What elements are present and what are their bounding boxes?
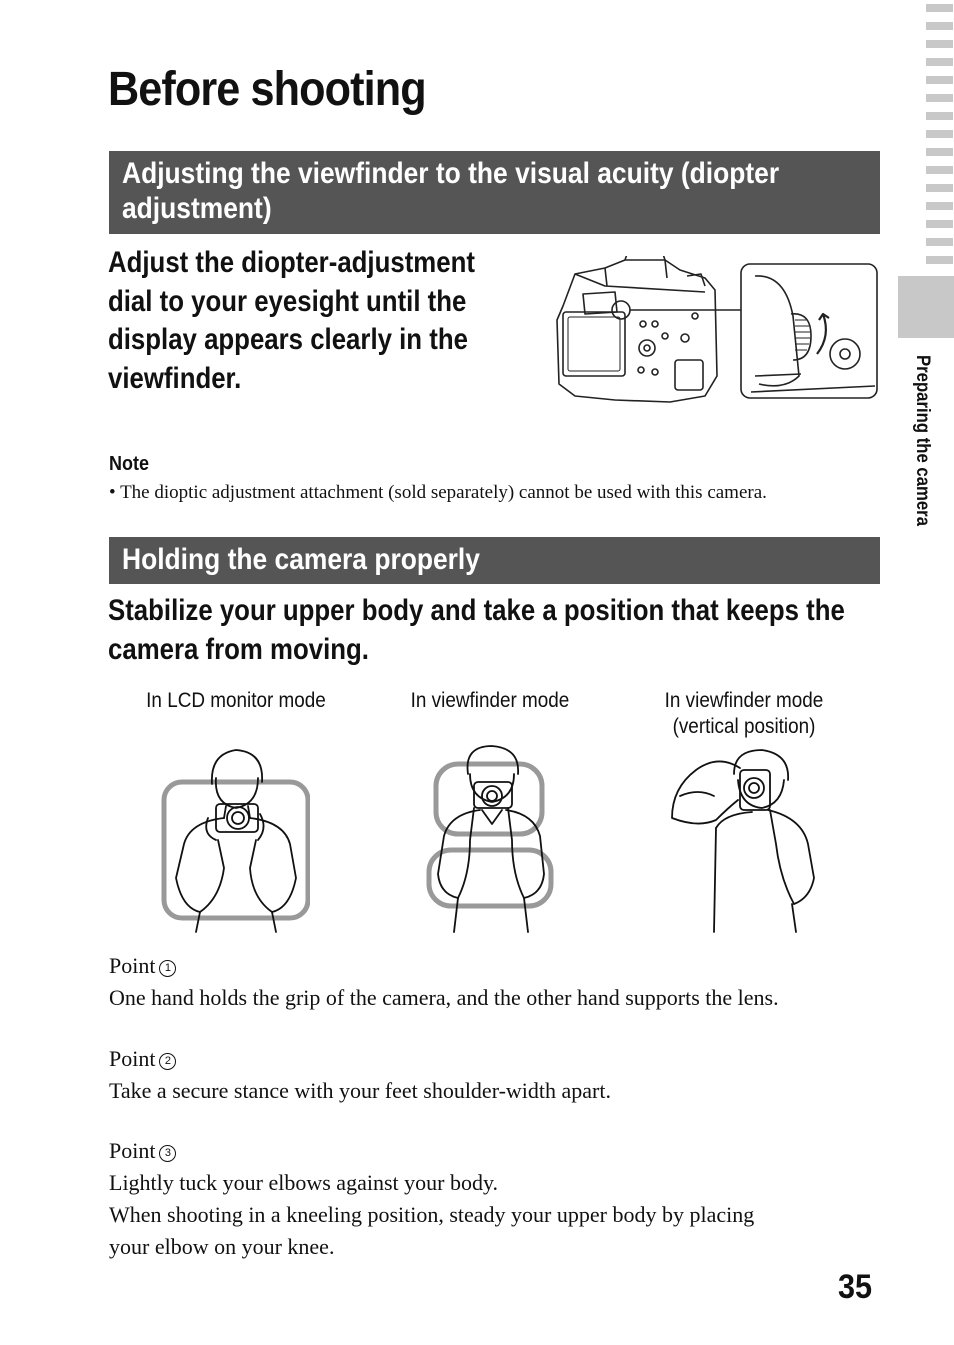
- section-heading-holding-text: Holding the camera properly: [122, 543, 480, 576]
- figure-lcd-monitor-mode: [160, 748, 310, 933]
- index-strip: [926, 220, 953, 228]
- index-strip: [926, 148, 953, 156]
- person-arm: [770, 810, 794, 904]
- rotate-arrow: [817, 314, 829, 354]
- index-strip: [926, 58, 953, 66]
- button: [662, 333, 668, 339]
- person-torso: [196, 912, 276, 932]
- camera-lens-inner: [487, 791, 497, 801]
- index-strip: [926, 4, 953, 12]
- detail-button-center: [840, 349, 850, 359]
- index-strip: [926, 256, 953, 264]
- index-strip: [926, 184, 953, 192]
- person-shoulders: [716, 810, 814, 904]
- highlight-box-elbows: [164, 782, 308, 918]
- camera-lens-inner: [232, 812, 244, 824]
- button: [640, 321, 646, 327]
- figure-caption-lcd: In LCD monitor mode: [146, 689, 326, 712]
- point-1-text: One hand holds the grip of the camera, and the other hand supports the lens.: [109, 985, 779, 1010]
- point-2-text: Take a secure stance with your feet shoulder-width apart.: [109, 1078, 611, 1103]
- detail-dial-ridges: [795, 320, 810, 350]
- point-number-badge: 2: [159, 1053, 176, 1070]
- point-3: [109, 1135, 754, 1263]
- point-number-badge: 3: [159, 1145, 176, 1162]
- figure-caption-vertical-line1: In viewfinder mode: [664, 689, 824, 712]
- point-3-text-line3: your elbow on your knee.: [109, 1234, 335, 1259]
- section-heading-holding: [109, 537, 880, 584]
- camera-body-outline: [557, 260, 717, 402]
- button: [644, 345, 650, 351]
- point-label-text: Point: [109, 953, 156, 978]
- index-strip: [926, 166, 953, 174]
- person-hair: [212, 750, 262, 784]
- index-strip: [926, 94, 953, 102]
- point-1: [109, 950, 779, 1014]
- camera-lens: [482, 786, 502, 806]
- camera-top-plate: [575, 260, 705, 292]
- figure-caption-vertical: [609, 688, 879, 740]
- raised-arm-sleeve: [680, 792, 714, 796]
- grip-panel: [675, 360, 703, 390]
- lcd-screen-inner: [568, 317, 620, 371]
- note-text: • The dioptic adjustment attachment (sold separately) cannot be used with this camera.: [109, 482, 767, 503]
- diopter-dial-callout-circle: [612, 301, 630, 319]
- detail-frame: [741, 264, 877, 398]
- section-heading-diopter-text: Adjusting the viewfinder to the visual acuity (diopter adjustment): [122, 157, 780, 225]
- detail-body-edge: [751, 374, 875, 392]
- lcd-screen: [563, 312, 625, 376]
- note-text-content: The dioptic adjustment attachment (sold separately) cannot be used with this camera.: [120, 482, 767, 503]
- point-3-text-line2: When shooting in a kneeling position, steady your upper body by placing: [109, 1202, 755, 1227]
- diopter-instruction: Adjust the diopter-adjustment dial to your eyesight until the display appears clearly in the viewfinder.: [108, 246, 475, 395]
- index-strip: [926, 202, 953, 210]
- figure-caption-vertical-line2: (vertical position): [672, 715, 816, 738]
- control-dial: [639, 340, 655, 356]
- page-number: 35: [838, 1268, 873, 1306]
- section-heading-diopter: [109, 151, 880, 234]
- index-strip: [926, 130, 953, 138]
- button: [692, 313, 698, 319]
- chapter-side-label: [906, 355, 936, 585]
- person-face: [470, 774, 514, 802]
- point-3-label: [109, 1135, 754, 1167]
- camera-diopter-illustration: [555, 256, 880, 404]
- person-hair: [734, 750, 788, 780]
- chapter-side-label-text: Preparing the camera: [912, 355, 933, 526]
- button: [652, 369, 658, 375]
- point-label-text: Point: [109, 1046, 156, 1071]
- point-2-label: [109, 1043, 611, 1075]
- point-label-text: Point: [109, 1138, 156, 1163]
- page-title: Before shooting: [108, 63, 426, 116]
- point-number-badge: 1: [159, 960, 176, 977]
- chapter-tab[interactable]: [898, 276, 954, 338]
- figure-viewfinder-mode: [424, 744, 559, 934]
- point-2: [109, 1043, 611, 1107]
- figure-caption-viewfinder: In viewfinder mode: [410, 689, 570, 712]
- note-heading: Note: [109, 453, 150, 475]
- point-1-label: [109, 950, 779, 982]
- button: [652, 321, 658, 327]
- camera-lens: [227, 807, 249, 829]
- index-strip: [926, 238, 953, 246]
- person-torso: [454, 898, 528, 932]
- highlight-box-elbows: [429, 850, 551, 906]
- camera-lens: [744, 778, 764, 798]
- index-strip: [926, 40, 953, 48]
- person-arms: [200, 840, 272, 912]
- camera-lens-inner: [749, 783, 759, 793]
- person-collar: [482, 810, 502, 824]
- detail-eyecup: [755, 276, 799, 386]
- figure-vertical-viewfinder-mode: [668, 748, 820, 933]
- person-hair: [468, 746, 519, 774]
- button: [681, 334, 689, 342]
- point-3-text-line1: Lightly tuck your elbows against your body.: [109, 1170, 499, 1195]
- index-strip: [926, 112, 953, 120]
- index-strip: [926, 76, 953, 84]
- index-strip: [926, 22, 953, 30]
- button: [638, 367, 644, 373]
- detail-button: [830, 339, 860, 369]
- holding-instruction: Stabilize your upper body and take a position that keeps the camera from moving.: [108, 594, 845, 666]
